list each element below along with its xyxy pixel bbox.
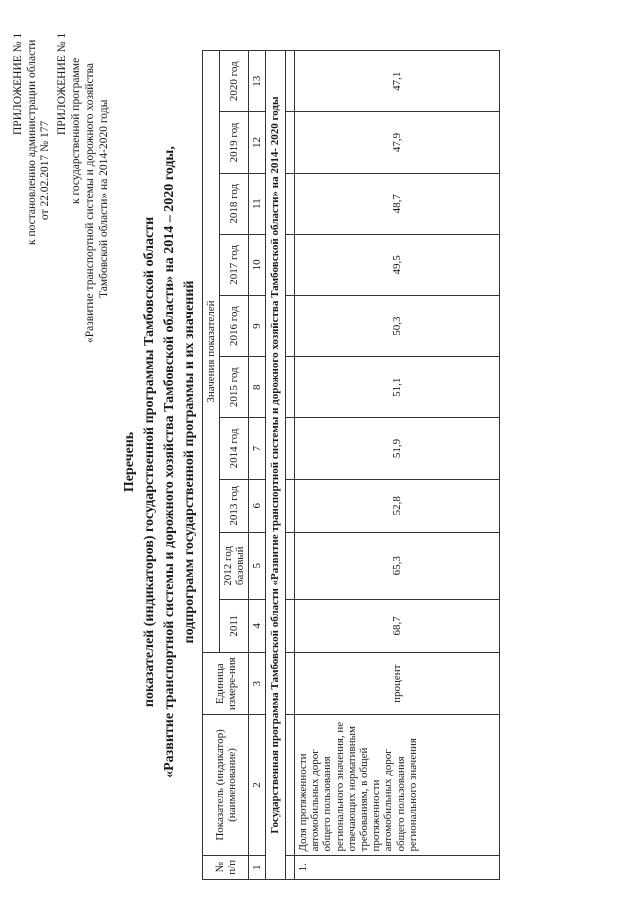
- document-subtitle-3: подпрограмм государственной программы и их значений: [182, 280, 197, 644]
- column-number: 5: [249, 532, 266, 599]
- column-number: 6: [249, 479, 266, 532]
- row-value: 48,7: [295, 173, 500, 234]
- rotated-document-page: [5, 32, 625, 892]
- header-year: 2012 год базовый: [220, 532, 249, 599]
- header-year: 2016 год: [220, 295, 249, 356]
- column-number: 13: [249, 51, 266, 112]
- row-value: 51,9: [295, 418, 500, 479]
- header-year: 2013 год: [220, 479, 249, 532]
- header-year: 2017 год: [220, 234, 249, 295]
- spacer-row: [286, 51, 295, 880]
- handwritten-date-number: от 22.02.2017 № 177: [39, 120, 51, 220]
- column-number: 8: [249, 357, 266, 418]
- program-reference: к государственной программе: [70, 57, 82, 204]
- column-number: 9: [249, 295, 266, 356]
- header-year: 2018 год: [220, 173, 249, 234]
- decree-reference: к постановлению администрации области: [26, 39, 38, 245]
- document-title: Перечень: [122, 431, 137, 493]
- row-num: 1.: [295, 855, 500, 879]
- section-title: Государственная программа Тамбовской области «Развитие транспортной системы и дорожного хозяйства Тамбовской области» на 2014- 2020 годы: [266, 51, 286, 880]
- row-value: 47,1: [295, 51, 500, 112]
- document-subtitle-2: «Развитие транспортной системы и дорожного хозяйства Тамбовской области» на 2014 – 2020 годы,: [162, 146, 177, 778]
- row-value: 51,1: [295, 357, 500, 418]
- column-number-row: [249, 51, 266, 880]
- row-value: 65,3: [295, 532, 500, 599]
- column-number: 3: [249, 653, 266, 715]
- program-name-line-2: Тамбовской области» на 2014-2020 годы: [98, 99, 110, 298]
- appendix-label: ПРИЛОЖЕНИЕ № 1: [12, 32, 24, 135]
- section-row: [266, 51, 286, 880]
- header-values-group: Значения показателей: [203, 51, 220, 653]
- row-value: 52,8: [295, 479, 500, 532]
- column-number: 12: [249, 112, 266, 173]
- header-year: 2020 год: [220, 51, 249, 112]
- appendix-label-2: ПРИЛОЖЕНИЕ № 1: [56, 32, 68, 135]
- header-year: 2014 год: [220, 418, 249, 479]
- row-value: 68,7: [295, 599, 500, 652]
- column-number: 2: [249, 715, 266, 855]
- column-number: 10: [249, 234, 266, 295]
- program-name-line-1: «Развитие транспортной системы и дорожного хозяйства: [84, 63, 96, 343]
- table-header-row-1: [203, 51, 220, 880]
- header-num: № п/п: [203, 855, 249, 879]
- row-value: 49,5: [295, 234, 500, 295]
- indicators-table: [202, 50, 500, 880]
- header-year: 2015 год: [220, 357, 249, 418]
- column-number: 11: [249, 173, 266, 234]
- row-unit: процент: [295, 653, 500, 715]
- row-value: 50,3: [295, 295, 500, 356]
- header-year: 2011: [220, 599, 249, 652]
- row-indicator-name: Доля протяженности автомобильных дорог общего пользования регионального значения, не отвечающих нормативным требованиям, в общей протяженности автомобильных дорог общего пользования регионального значения: [295, 715, 500, 855]
- column-number: 4: [249, 599, 266, 652]
- header-indicator: Показатель (индикатор) (наименование): [203, 715, 249, 855]
- column-number: 1: [249, 855, 266, 879]
- row-value: 47,9: [295, 112, 500, 173]
- document-subtitle-1: показателей (индикаторов) государственной программы Тамбовской области: [142, 216, 157, 708]
- header-year: 2019 год: [220, 112, 249, 173]
- column-number: 7: [249, 418, 266, 479]
- table-row: [295, 51, 500, 880]
- header-unit: Единица измере-ния: [203, 653, 249, 715]
